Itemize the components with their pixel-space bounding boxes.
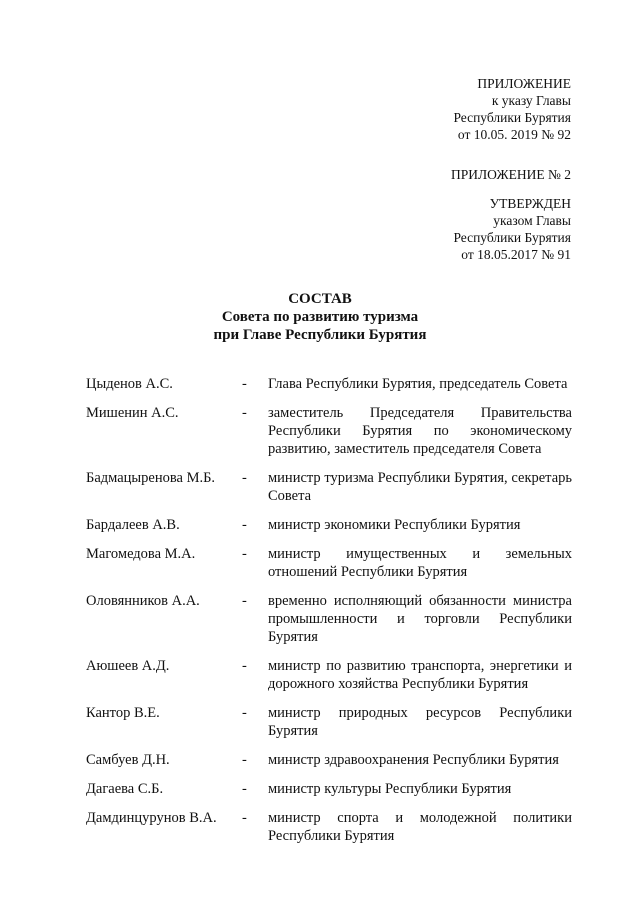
member-row (86, 657, 572, 693)
member-role: министр природных ресурсов Республики Бурятия (268, 705, 572, 739)
member-role: министр спорта и молодежной политики Республики Бурятия (268, 810, 572, 844)
member-dash: - (242, 781, 247, 797)
member-dash: - (242, 810, 247, 826)
member-dash: - (242, 517, 247, 533)
member-role: министр культуры Республики Бурятия (268, 781, 512, 797)
member-dash: - (242, 752, 247, 768)
member-role: временно исполняющий обязанности министра промышленности и торговли Республики Бурятия (268, 593, 572, 645)
appendix-2-block (451, 166, 571, 183)
member-role: Глава Республики Бурятия, председатель Совета (268, 376, 568, 392)
member-row (86, 751, 572, 769)
approval-block (453, 195, 571, 263)
member-role: министр туризма Республики Бурятия, секретарь Совета (268, 470, 572, 504)
member-name: Мишенин А.С. (86, 405, 179, 421)
title-subheading: Совета по развитию туризма (221, 309, 419, 325)
appendix-line: ПРИЛОЖЕНИЕ (477, 76, 571, 91)
member-name: Аюшеев А.Д. (86, 658, 170, 674)
appendix-line: Республики Бурятия (453, 110, 571, 125)
member-dash: - (242, 546, 247, 562)
appendix-line: от 10.05. 2019 № 92 (457, 127, 571, 142)
member-name: Дамдинцурунов В.А. (86, 810, 217, 826)
member-role: министр здравоохранения Республики Бурятия (268, 752, 559, 768)
member-row (86, 780, 572, 798)
member-row (86, 469, 572, 505)
member-name: Кантор В.Е. (86, 705, 160, 721)
member-name: Цыденов А.С. (86, 376, 173, 392)
document-title (0, 290, 640, 344)
title-subheading: при Главе Республики Бурятия (213, 327, 427, 343)
member-dash: - (242, 705, 247, 721)
member-role: министр по развитию транспорта, энергетики и дорожного хозяйства Республики Бурятия (268, 658, 572, 692)
approval-line: УТВЕРЖДЕН (489, 196, 571, 211)
member-name: Дагаева С.Б. (86, 781, 164, 797)
appendix-2-line: ПРИЛОЖЕНИЕ № 2 (450, 167, 571, 182)
member-name: Самбуев Д.Н. (86, 752, 170, 768)
members-list (86, 375, 572, 856)
member-row (86, 375, 572, 393)
member-name: Магомедова М.А. (86, 546, 196, 562)
member-row (86, 809, 572, 845)
member-name: Оловянников А.А. (86, 593, 200, 609)
member-row (86, 404, 572, 458)
member-dash: - (242, 470, 247, 486)
member-name: Бадмацыренова М.Б. (86, 470, 216, 486)
approval-line: от 18.05.2017 № 91 (461, 247, 571, 262)
member-role: министр имущественных и земельных отношений Республики Бурятия (268, 546, 572, 580)
member-role: заместитель Председателя Правительства Республики Бурятия по экономическому развитию, заместитель председателя Совета (268, 405, 572, 457)
member-row (86, 516, 572, 534)
member-row (86, 592, 572, 646)
appendix-block (453, 75, 571, 143)
title-heading: СОСТАВ (288, 291, 352, 307)
appendix-line: к указу Главы (491, 93, 571, 108)
member-dash: - (242, 658, 247, 674)
member-dash: - (242, 593, 247, 609)
member-role: министр экономики Республики Бурятия (268, 517, 521, 533)
member-dash: - (242, 405, 247, 421)
approval-line: Республики Бурятия (453, 230, 571, 245)
member-row (86, 545, 572, 581)
member-name: Бардалеев А.В. (86, 517, 180, 533)
member-dash: - (242, 376, 247, 392)
member-row (86, 704, 572, 740)
approval-line: указом Главы (493, 213, 571, 228)
